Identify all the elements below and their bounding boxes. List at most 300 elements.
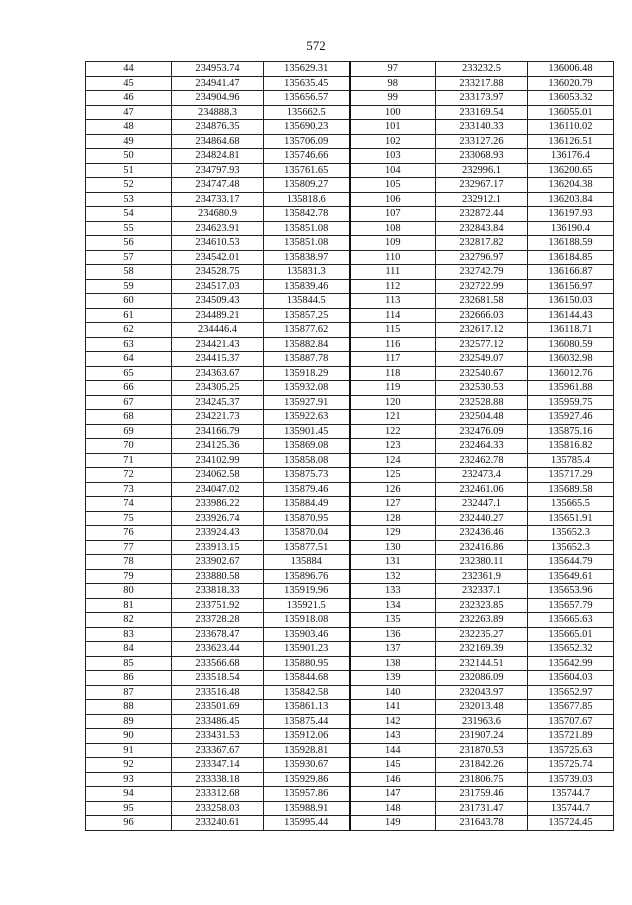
table-cell-x-coordinate: 231842.26 bbox=[436, 758, 528, 773]
table-cell-y-coordinate: 135927.46 bbox=[528, 410, 614, 425]
table-cell-x-coordinate: 234623.91 bbox=[172, 221, 264, 236]
table-cell-x-coordinate: 233486.45 bbox=[172, 714, 264, 729]
table-cell-x-coordinate: 232323.85 bbox=[436, 598, 528, 613]
table-cell-x-coordinate: 231963.6 bbox=[436, 714, 528, 729]
table-cell-point-number: 127 bbox=[350, 497, 436, 512]
table-cell-y-coordinate: 135912.06 bbox=[264, 729, 350, 744]
table-cell-x-coordinate: 233347.14 bbox=[172, 758, 264, 773]
table-cell-y-coordinate: 135725.63 bbox=[528, 743, 614, 758]
table-row bbox=[86, 468, 614, 483]
table-cell-x-coordinate: 232912.1 bbox=[436, 192, 528, 207]
table-cell-y-coordinate: 136020.79 bbox=[528, 76, 614, 91]
table-cell-point-number: 90 bbox=[86, 729, 172, 744]
table-cell-point-number: 75 bbox=[86, 511, 172, 526]
table-cell-point-number: 108 bbox=[350, 221, 436, 236]
table-cell-x-coordinate: 234509.43 bbox=[172, 294, 264, 309]
table-cell-x-coordinate: 232843.84 bbox=[436, 221, 528, 236]
table-cell-point-number: 68 bbox=[86, 410, 172, 425]
table-cell-point-number: 136 bbox=[350, 627, 436, 642]
table-cell-point-number: 137 bbox=[350, 642, 436, 657]
table-cell-point-number: 72 bbox=[86, 468, 172, 483]
table-cell-y-coordinate: 135880.95 bbox=[264, 656, 350, 671]
table-row bbox=[86, 656, 614, 671]
table-cell-point-number: 86 bbox=[86, 671, 172, 686]
table-cell-y-coordinate: 135877.51 bbox=[264, 540, 350, 555]
table-row bbox=[86, 627, 614, 642]
table-cell-x-coordinate: 234904.96 bbox=[172, 91, 264, 106]
table-row bbox=[86, 236, 614, 251]
coordinates-table-body bbox=[86, 62, 614, 831]
table-cell-x-coordinate: 232337.1 bbox=[436, 584, 528, 599]
table-cell-point-number: 98 bbox=[350, 76, 436, 91]
table-cell-point-number: 126 bbox=[350, 482, 436, 497]
table-row bbox=[86, 192, 614, 207]
table-cell-point-number: 139 bbox=[350, 671, 436, 686]
table-row bbox=[86, 453, 614, 468]
table-cell-y-coordinate: 135746.66 bbox=[264, 149, 350, 164]
table-cell-y-coordinate: 135995.44 bbox=[264, 816, 350, 831]
table-cell-y-coordinate: 135884.49 bbox=[264, 497, 350, 512]
table-cell-point-number: 142 bbox=[350, 714, 436, 729]
table-cell-point-number: 67 bbox=[86, 395, 172, 410]
table-cell-point-number: 77 bbox=[86, 540, 172, 555]
table-cell-y-coordinate: 135875.73 bbox=[264, 468, 350, 483]
table-cell-x-coordinate: 232796.97 bbox=[436, 250, 528, 265]
table-cell-point-number: 113 bbox=[350, 294, 436, 309]
table-cell-y-coordinate: 135652.3 bbox=[528, 526, 614, 541]
table-cell-y-coordinate: 135724.45 bbox=[528, 816, 614, 831]
table-cell-point-number: 143 bbox=[350, 729, 436, 744]
table-cell-y-coordinate: 135657.79 bbox=[528, 598, 614, 613]
table-cell-point-number: 119 bbox=[350, 381, 436, 396]
table-cell-point-number: 138 bbox=[350, 656, 436, 671]
table-cell-point-number: 46 bbox=[86, 91, 172, 106]
table-cell-point-number: 106 bbox=[350, 192, 436, 207]
table-cell-point-number: 102 bbox=[350, 134, 436, 149]
table-cell-x-coordinate: 233986.22 bbox=[172, 497, 264, 512]
table-cell-y-coordinate: 135831.3 bbox=[264, 265, 350, 280]
table-cell-point-number: 88 bbox=[86, 700, 172, 715]
table-cell-x-coordinate: 233566.68 bbox=[172, 656, 264, 671]
table-row bbox=[86, 279, 614, 294]
table-cell-y-coordinate: 135662.5 bbox=[264, 105, 350, 120]
table-cell-y-coordinate: 135861.13 bbox=[264, 700, 350, 715]
table-cell-x-coordinate: 232144.51 bbox=[436, 656, 528, 671]
table-cell-y-coordinate: 135652.97 bbox=[528, 685, 614, 700]
table-cell-x-coordinate: 233173.97 bbox=[436, 91, 528, 106]
table-cell-point-number: 57 bbox=[86, 250, 172, 265]
table-cell-y-coordinate: 135884 bbox=[264, 555, 350, 570]
table-cell-x-coordinate: 234953.74 bbox=[172, 62, 264, 77]
table-row bbox=[86, 105, 614, 120]
table-cell-y-coordinate: 135875.16 bbox=[528, 424, 614, 439]
table-cell-x-coordinate: 232504.48 bbox=[436, 410, 528, 425]
table-cell-x-coordinate: 232436.46 bbox=[436, 526, 528, 541]
table-cell-point-number: 103 bbox=[350, 149, 436, 164]
table-cell-y-coordinate: 135839.46 bbox=[264, 279, 350, 294]
table-cell-y-coordinate: 136053.32 bbox=[528, 91, 614, 106]
table-cell-y-coordinate: 135932.08 bbox=[264, 381, 350, 396]
table-cell-x-coordinate: 234876.35 bbox=[172, 120, 264, 135]
table-cell-x-coordinate: 233217.88 bbox=[436, 76, 528, 91]
table-cell-y-coordinate: 135744.7 bbox=[528, 787, 614, 802]
table-cell-x-coordinate: 232967.17 bbox=[436, 178, 528, 193]
table-cell-x-coordinate: 234305.25 bbox=[172, 381, 264, 396]
table-cell-y-coordinate: 136012.76 bbox=[528, 366, 614, 381]
table-cell-point-number: 50 bbox=[86, 149, 172, 164]
table-cell-point-number: 91 bbox=[86, 743, 172, 758]
table-row bbox=[86, 526, 614, 541]
table-cell-y-coordinate: 135930.67 bbox=[264, 758, 350, 773]
table-cell-y-coordinate: 135717.29 bbox=[528, 468, 614, 483]
table-cell-y-coordinate: 136006.48 bbox=[528, 62, 614, 77]
table-cell-y-coordinate: 135929.86 bbox=[264, 772, 350, 787]
table-cell-point-number: 141 bbox=[350, 700, 436, 715]
table-row bbox=[86, 540, 614, 555]
table-cell-point-number: 122 bbox=[350, 424, 436, 439]
table-cell-y-coordinate: 135869.08 bbox=[264, 439, 350, 454]
table-cell-point-number: 135 bbox=[350, 613, 436, 628]
table-cell-point-number: 96 bbox=[86, 816, 172, 831]
table-row bbox=[86, 671, 614, 686]
table-cell-x-coordinate: 231759.46 bbox=[436, 787, 528, 802]
table-cell-x-coordinate: 232528.88 bbox=[436, 395, 528, 410]
table-cell-point-number: 105 bbox=[350, 178, 436, 193]
table-cell-x-coordinate: 234062.58 bbox=[172, 468, 264, 483]
table-row bbox=[86, 62, 614, 77]
table-cell-point-number: 95 bbox=[86, 801, 172, 816]
table-cell-x-coordinate: 233902.67 bbox=[172, 555, 264, 570]
table-cell-point-number: 79 bbox=[86, 569, 172, 584]
table-cell-x-coordinate: 234528.75 bbox=[172, 265, 264, 280]
table-cell-y-coordinate: 135761.65 bbox=[264, 163, 350, 178]
table-cell-x-coordinate: 234166.79 bbox=[172, 424, 264, 439]
table-cell-x-coordinate: 231806.75 bbox=[436, 772, 528, 787]
table-cell-y-coordinate: 136080.59 bbox=[528, 337, 614, 352]
table-cell-x-coordinate: 233818.33 bbox=[172, 584, 264, 599]
table-cell-y-coordinate: 135652.3 bbox=[528, 540, 614, 555]
table-cell-x-coordinate: 232086.09 bbox=[436, 671, 528, 686]
table-row bbox=[86, 120, 614, 135]
table-cell-point-number: 94 bbox=[86, 787, 172, 802]
table-cell-x-coordinate: 233431.53 bbox=[172, 729, 264, 744]
table-cell-y-coordinate: 135649.61 bbox=[528, 569, 614, 584]
table-cell-point-number: 66 bbox=[86, 381, 172, 396]
table-cell-y-coordinate: 135842.58 bbox=[264, 685, 350, 700]
table-cell-y-coordinate: 135928.81 bbox=[264, 743, 350, 758]
table-row bbox=[86, 598, 614, 613]
table-cell-point-number: 71 bbox=[86, 453, 172, 468]
table-row bbox=[86, 134, 614, 149]
table-cell-x-coordinate: 232722.99 bbox=[436, 279, 528, 294]
table-cell-y-coordinate: 135857.25 bbox=[264, 308, 350, 323]
table-cell-x-coordinate: 234797.93 bbox=[172, 163, 264, 178]
table-cell-point-number: 84 bbox=[86, 642, 172, 657]
table-cell-x-coordinate: 232169.39 bbox=[436, 642, 528, 657]
table-cell-point-number: 61 bbox=[86, 308, 172, 323]
table-cell-point-number: 116 bbox=[350, 337, 436, 352]
table-row bbox=[86, 265, 614, 280]
table-row bbox=[86, 439, 614, 454]
table-cell-x-coordinate: 234610.53 bbox=[172, 236, 264, 251]
table-cell-x-coordinate: 232530.53 bbox=[436, 381, 528, 396]
table-cell-point-number: 65 bbox=[86, 366, 172, 381]
table-row bbox=[86, 163, 614, 178]
table-row bbox=[86, 584, 614, 599]
table-cell-x-coordinate: 231870.53 bbox=[436, 743, 528, 758]
table-cell-point-number: 45 bbox=[86, 76, 172, 91]
table-cell-y-coordinate: 135879.46 bbox=[264, 482, 350, 497]
table-cell-y-coordinate: 135706.09 bbox=[264, 134, 350, 149]
table-cell-y-coordinate: 136110.02 bbox=[528, 120, 614, 135]
table-cell-y-coordinate: 136166.87 bbox=[528, 265, 614, 280]
table-cell-x-coordinate: 232996.1 bbox=[436, 163, 528, 178]
table-cell-y-coordinate: 136032.98 bbox=[528, 352, 614, 367]
table-cell-point-number: 148 bbox=[350, 801, 436, 816]
table-cell-point-number: 52 bbox=[86, 178, 172, 193]
table-cell-y-coordinate: 136184.85 bbox=[528, 250, 614, 265]
table-cell-x-coordinate: 232617.12 bbox=[436, 323, 528, 338]
table-cell-x-coordinate: 234363.67 bbox=[172, 366, 264, 381]
table-row bbox=[86, 613, 614, 628]
table-cell-point-number: 85 bbox=[86, 656, 172, 671]
table-cell-point-number: 133 bbox=[350, 584, 436, 599]
table-cell-x-coordinate: 233312.68 bbox=[172, 787, 264, 802]
table-cell-point-number: 115 bbox=[350, 323, 436, 338]
table-cell-point-number: 134 bbox=[350, 598, 436, 613]
table-cell-y-coordinate: 135642.99 bbox=[528, 656, 614, 671]
table-row bbox=[86, 91, 614, 106]
table-cell-y-coordinate: 136118.71 bbox=[528, 323, 614, 338]
table-cell-y-coordinate: 135901.45 bbox=[264, 424, 350, 439]
table-cell-x-coordinate: 232817.82 bbox=[436, 236, 528, 251]
table-cell-point-number: 92 bbox=[86, 758, 172, 773]
table-cell-point-number: 132 bbox=[350, 569, 436, 584]
table-cell-y-coordinate: 135851.08 bbox=[264, 236, 350, 251]
table-row bbox=[86, 323, 614, 338]
table-row bbox=[86, 569, 614, 584]
table-cell-y-coordinate: 135818.6 bbox=[264, 192, 350, 207]
table-cell-y-coordinate: 135665.01 bbox=[528, 627, 614, 642]
table-cell-x-coordinate: 234047.02 bbox=[172, 482, 264, 497]
table-cell-y-coordinate: 136150.03 bbox=[528, 294, 614, 309]
table-cell-point-number: 130 bbox=[350, 540, 436, 555]
table-cell-x-coordinate: 232361.9 bbox=[436, 569, 528, 584]
table-cell-point-number: 121 bbox=[350, 410, 436, 425]
table-cell-x-coordinate: 234542.01 bbox=[172, 250, 264, 265]
table-cell-point-number: 99 bbox=[350, 91, 436, 106]
table-cell-point-number: 125 bbox=[350, 468, 436, 483]
table-cell-point-number: 58 bbox=[86, 265, 172, 280]
table-cell-x-coordinate: 231907.24 bbox=[436, 729, 528, 744]
table-cell-y-coordinate: 136188.59 bbox=[528, 236, 614, 251]
table-cell-y-coordinate: 135644.79 bbox=[528, 555, 614, 570]
table-cell-x-coordinate: 233623.44 bbox=[172, 642, 264, 657]
table-cell-x-coordinate: 234489.21 bbox=[172, 308, 264, 323]
table-cell-y-coordinate: 136055.01 bbox=[528, 105, 614, 120]
table-cell-x-coordinate: 232549.07 bbox=[436, 352, 528, 367]
table-cell-x-coordinate: 232013.48 bbox=[436, 700, 528, 715]
table-cell-y-coordinate: 136204.38 bbox=[528, 178, 614, 193]
table-cell-x-coordinate: 233127.26 bbox=[436, 134, 528, 149]
table-cell-point-number: 144 bbox=[350, 743, 436, 758]
table-cell-x-coordinate: 232235.27 bbox=[436, 627, 528, 642]
table-cell-y-coordinate: 135875.44 bbox=[264, 714, 350, 729]
table-cell-y-coordinate: 135921.5 bbox=[264, 598, 350, 613]
table-row bbox=[86, 221, 614, 236]
table-cell-point-number: 146 bbox=[350, 772, 436, 787]
table-cell-y-coordinate: 135927.91 bbox=[264, 395, 350, 410]
table-cell-x-coordinate: 234446.4 bbox=[172, 323, 264, 338]
table-cell-x-coordinate: 232440.27 bbox=[436, 511, 528, 526]
table-cell-point-number: 140 bbox=[350, 685, 436, 700]
table-cell-y-coordinate: 135744.7 bbox=[528, 801, 614, 816]
table-cell-x-coordinate: 234245.37 bbox=[172, 395, 264, 410]
table-cell-y-coordinate: 135689.58 bbox=[528, 482, 614, 497]
table-cell-y-coordinate: 135838.97 bbox=[264, 250, 350, 265]
table-cell-x-coordinate: 233501.69 bbox=[172, 700, 264, 715]
table-row bbox=[86, 482, 614, 497]
table-cell-y-coordinate: 135677.85 bbox=[528, 700, 614, 715]
table-cell-x-coordinate: 232461.06 bbox=[436, 482, 528, 497]
table-row bbox=[86, 250, 614, 265]
table-cell-y-coordinate: 135629.31 bbox=[264, 62, 350, 77]
table-row bbox=[86, 801, 614, 816]
table-cell-x-coordinate: 234941.47 bbox=[172, 76, 264, 91]
table-cell-y-coordinate: 135903.46 bbox=[264, 627, 350, 642]
table-cell-x-coordinate: 233232.5 bbox=[436, 62, 528, 77]
table-row bbox=[86, 395, 614, 410]
table-row bbox=[86, 511, 614, 526]
table-cell-y-coordinate: 135690.23 bbox=[264, 120, 350, 135]
table-row bbox=[86, 729, 614, 744]
table-cell-point-number: 123 bbox=[350, 439, 436, 454]
table-cell-point-number: 111 bbox=[350, 265, 436, 280]
table-row bbox=[86, 178, 614, 193]
table-cell-y-coordinate: 135988.91 bbox=[264, 801, 350, 816]
table-row bbox=[86, 787, 614, 802]
table-row bbox=[86, 294, 614, 309]
table-cell-x-coordinate: 232666.03 bbox=[436, 308, 528, 323]
table-row bbox=[86, 497, 614, 512]
table-row bbox=[86, 424, 614, 439]
coordinates-table bbox=[85, 61, 614, 831]
table-cell-y-coordinate: 135653.96 bbox=[528, 584, 614, 599]
table-cell-y-coordinate: 135957.86 bbox=[264, 787, 350, 802]
table-cell-y-coordinate: 135919.96 bbox=[264, 584, 350, 599]
page-number: 572 bbox=[306, 38, 326, 53]
table-cell-point-number: 47 bbox=[86, 105, 172, 120]
table-cell-x-coordinate: 231731.47 bbox=[436, 801, 528, 816]
table-cell-y-coordinate: 135739.03 bbox=[528, 772, 614, 787]
table-cell-y-coordinate: 135918.29 bbox=[264, 366, 350, 381]
table-cell-point-number: 53 bbox=[86, 192, 172, 207]
table-cell-y-coordinate: 135652.32 bbox=[528, 642, 614, 657]
table-cell-y-coordinate: 135877.62 bbox=[264, 323, 350, 338]
table-cell-y-coordinate: 135635.45 bbox=[264, 76, 350, 91]
table-cell-x-coordinate: 234824.81 bbox=[172, 149, 264, 164]
table-cell-y-coordinate: 135901.23 bbox=[264, 642, 350, 657]
table-cell-point-number: 49 bbox=[86, 134, 172, 149]
table-cell-point-number: 80 bbox=[86, 584, 172, 599]
table-row bbox=[86, 207, 614, 222]
table-row bbox=[86, 76, 614, 91]
table-cell-x-coordinate: 232540.67 bbox=[436, 366, 528, 381]
table-cell-x-coordinate: 233258.03 bbox=[172, 801, 264, 816]
table-cell-x-coordinate: 232476.09 bbox=[436, 424, 528, 439]
table-row bbox=[86, 410, 614, 425]
table-cell-x-coordinate: 233913.15 bbox=[172, 540, 264, 555]
table-cell-point-number: 129 bbox=[350, 526, 436, 541]
table-cell-y-coordinate: 135665.63 bbox=[528, 613, 614, 628]
table-row bbox=[86, 555, 614, 570]
table-cell-x-coordinate: 234864.68 bbox=[172, 134, 264, 149]
table-cell-x-coordinate: 232043.97 bbox=[436, 685, 528, 700]
table-cell-x-coordinate: 232462.78 bbox=[436, 453, 528, 468]
table-cell-x-coordinate: 233678.47 bbox=[172, 627, 264, 642]
table-cell-point-number: 69 bbox=[86, 424, 172, 439]
table-cell-y-coordinate: 135918.08 bbox=[264, 613, 350, 628]
table-row bbox=[86, 149, 614, 164]
table-cell-y-coordinate: 135785.4 bbox=[528, 453, 614, 468]
table-row bbox=[86, 772, 614, 787]
table-cell-point-number: 128 bbox=[350, 511, 436, 526]
table-cell-point-number: 93 bbox=[86, 772, 172, 787]
table-cell-y-coordinate: 135844.5 bbox=[264, 294, 350, 309]
table-row bbox=[86, 381, 614, 396]
table-row bbox=[86, 700, 614, 715]
table-cell-x-coordinate: 234125.36 bbox=[172, 439, 264, 454]
table-cell-x-coordinate: 232464.33 bbox=[436, 439, 528, 454]
table-cell-point-number: 109 bbox=[350, 236, 436, 251]
table-cell-point-number: 110 bbox=[350, 250, 436, 265]
table-cell-x-coordinate: 233068.93 bbox=[436, 149, 528, 164]
table-cell-point-number: 63 bbox=[86, 337, 172, 352]
table-cell-point-number: 54 bbox=[86, 207, 172, 222]
table-cell-y-coordinate: 135887.78 bbox=[264, 352, 350, 367]
table-cell-y-coordinate: 135651.91 bbox=[528, 511, 614, 526]
table-cell-x-coordinate: 234415.37 bbox=[172, 352, 264, 367]
table-cell-y-coordinate: 136144.43 bbox=[528, 308, 614, 323]
table-cell-y-coordinate: 136197.93 bbox=[528, 207, 614, 222]
table-cell-y-coordinate: 135870.04 bbox=[264, 526, 350, 541]
table-cell-point-number: 104 bbox=[350, 163, 436, 178]
table-cell-point-number: 117 bbox=[350, 352, 436, 367]
table-row bbox=[86, 366, 614, 381]
table-cell-point-number: 82 bbox=[86, 613, 172, 628]
table-cell-point-number: 120 bbox=[350, 395, 436, 410]
table-cell-x-coordinate: 234221.73 bbox=[172, 410, 264, 425]
table-cell-y-coordinate: 135851.08 bbox=[264, 221, 350, 236]
table-cell-y-coordinate: 135961.88 bbox=[528, 381, 614, 396]
table-cell-point-number: 124 bbox=[350, 453, 436, 468]
table-cell-y-coordinate: 135721.89 bbox=[528, 729, 614, 744]
table-cell-x-coordinate: 234421.43 bbox=[172, 337, 264, 352]
table-cell-x-coordinate: 234747.48 bbox=[172, 178, 264, 193]
table-cell-y-coordinate: 135922.63 bbox=[264, 410, 350, 425]
table-cell-y-coordinate: 136176.4 bbox=[528, 149, 614, 164]
table-row bbox=[86, 816, 614, 831]
table-cell-y-coordinate: 135858.08 bbox=[264, 453, 350, 468]
table-cell-y-coordinate: 135870.95 bbox=[264, 511, 350, 526]
table-cell-point-number: 145 bbox=[350, 758, 436, 773]
table-cell-x-coordinate: 233367.67 bbox=[172, 743, 264, 758]
table-cell-point-number: 74 bbox=[86, 497, 172, 512]
table-cell-point-number: 147 bbox=[350, 787, 436, 802]
table-cell-point-number: 59 bbox=[86, 279, 172, 294]
table-cell-y-coordinate: 135809.27 bbox=[264, 178, 350, 193]
table-cell-point-number: 131 bbox=[350, 555, 436, 570]
